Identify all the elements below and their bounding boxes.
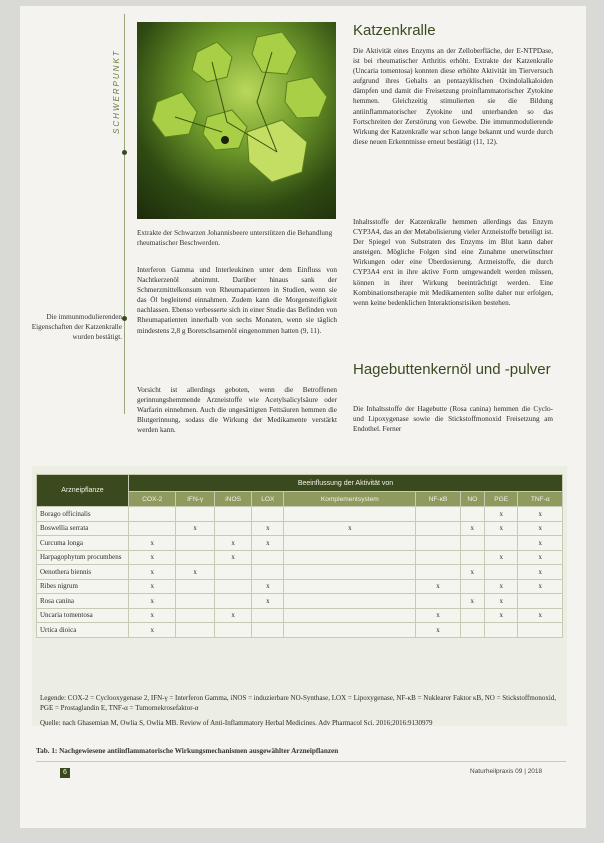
- activity-cell: [176, 623, 214, 638]
- activity-cell: [214, 623, 252, 638]
- blackcurrant-leaves-photo: [137, 22, 336, 219]
- activity-cell: x: [176, 521, 214, 536]
- activity-cell: x: [129, 594, 176, 609]
- plant-name: Curcuma longa: [37, 536, 129, 551]
- activity-cell: [252, 623, 284, 638]
- activity-cell: [214, 565, 252, 580]
- activity-cell: [176, 536, 214, 551]
- activity-cell: x: [129, 550, 176, 565]
- column-header: TNF-α: [518, 492, 563, 507]
- activity-cell: [460, 550, 484, 565]
- body-text: [137, 385, 337, 435]
- activity-cell: x: [129, 608, 176, 623]
- paragraph: Vorsicht ist allerdings geboten, wenn die Betroffenen gerinnungshemmende Arzneistoffe wie Acetylsalicylsäure oder Warfarin einnehmen. Auch die ungesättigten Fettsäuren hemmen die Blutgerinnung, sodass die Wirkung der Medikamente verstärkt werden kann.: [137, 386, 337, 435]
- column-header: NF-κB: [416, 492, 460, 507]
- table-row: [37, 579, 563, 594]
- activity-cell: [416, 550, 460, 565]
- plant-name: Boswellia serrata: [37, 521, 129, 536]
- activity-cell: [284, 550, 416, 565]
- activity-cell: [129, 521, 176, 536]
- activity-cell: [176, 594, 214, 609]
- activity-cell: x: [484, 608, 518, 623]
- activity-cell: [214, 579, 252, 594]
- activity-cell: [460, 507, 484, 522]
- column-header: LOX: [252, 492, 284, 507]
- activity-cell: x: [416, 608, 460, 623]
- activity-cell: x: [176, 565, 214, 580]
- table-row: [37, 594, 563, 609]
- activity-cell: [518, 594, 563, 609]
- plant-name: Uncaria tomentosa: [37, 608, 129, 623]
- paragraph: Die Aktivität eines Enzyms an der Zelloberfläche, der E-NTPDase, ist bei rheumatischer Arthritis erhöht. Extrakte der Katzenkralle (Uncaria tomentosa) konnten diese erhöhte Aktivität im Tierversuch aufgrund ihres Gehalts an pentazyklischen Oxindolalkaloiden dämpfen und damit die Freisetzung proinflammatorischer Zytokine hemmen. Gleichzeitig stimulierten sie die Bildung antiinflammatorischer Zytokine und unterbanden so das Fortschreiten der Zerstörung von Gewebe. Die immunmodulierende Wirkung der Katzenkralle war schon lange bekannt und wurde durch diese neuen Erkenntnisse erneut bestätigt (11, 12).: [353, 47, 553, 146]
- activity-cell: [460, 536, 484, 551]
- paragraph: Inhaltsstoffe der Katzenkralle hemmen allerdings das Enzym CYP3A4, das an der Metabolisierung vieler Arzneistoffe beteiligt ist. Der Spiegel von Substraten des Enzyms im Blut kann daher ansteigen. Mögliche Folgen sind eine Zunahme unerwünschter Wirkungen oder eine Überdosierung. Arzneistoffe, die durch CYP3A4 erst in ihre aktive Form umgewandelt werden müssen, können in ihrer Wirkung beeinträchtigt werden. Eine Kombinationstherapie mit Medikamenten sollte daher nur erfolgen, wenn keine bedenklichen Interaktionsrisiken bestehen.: [353, 218, 553, 307]
- activity-cell: [484, 565, 518, 580]
- table-legend: Legende: COX-2 = Cyclooxygenase 2, IFN-γ = Interferon Gamma, iNOS = induzierbare NO-Synthase, LOX = Lipoxygenase, NF-κB = Nuklearer Faktor κB, NO = Stickstoffmonoxid, PGE = Prostaglandin E, TNF-α = Tumornekrosefaktor-α: [40, 694, 557, 712]
- activity-cell: x: [129, 579, 176, 594]
- activity-table-box: [32, 466, 567, 726]
- page-marker: 6: [60, 768, 70, 778]
- activity-cell: [252, 550, 284, 565]
- table-row: [37, 608, 563, 623]
- activity-cell: x: [518, 536, 563, 551]
- activity-cell: [284, 536, 416, 551]
- plant-column-header: Arzneipflanze: [37, 475, 129, 507]
- photo-caption: Extrakte der Schwarzen Johannisbeere unterstützen die Behandlung rheumatischer Beschwerden.: [137, 229, 333, 247]
- activity-cell: x: [460, 521, 484, 536]
- activity-cell: x: [129, 623, 176, 638]
- plant-name: Urtica dioica: [37, 623, 129, 638]
- activity-cell: [252, 608, 284, 623]
- activity-cell: x: [484, 594, 518, 609]
- journal-footer: Naturheilpraxis 09 | 2018: [470, 768, 543, 775]
- activity-cell: x: [214, 608, 252, 623]
- activity-cell: [416, 507, 460, 522]
- activity-cell: [416, 536, 460, 551]
- activity-cell: x: [252, 521, 284, 536]
- activity-cell: [518, 623, 563, 638]
- activity-cell: [284, 623, 416, 638]
- activity-cell: x: [518, 608, 563, 623]
- heading-hagebutten: Hagebuttenkernöl und -pulver: [353, 361, 551, 378]
- activity-cell: x: [284, 521, 416, 536]
- table-source: Quelle: nach Ghasemian M, Owlia S, Owlia MB. Review of Anti-Inflammatory Herbal Medicines. Adv Pharmacol Sci. 2016;2016:9130979: [40, 719, 433, 727]
- activity-cell: [284, 565, 416, 580]
- table-caption: Tab. 1: Nachgewiesene antiinflammatorische Wirkungsmechanismen ausgewählter Arzneipflanzen: [36, 747, 339, 755]
- activity-cell: x: [416, 579, 460, 594]
- activity-cell: [214, 594, 252, 609]
- activity-cell: x: [518, 550, 563, 565]
- activity-cell: [460, 608, 484, 623]
- activity-cell: [252, 507, 284, 522]
- activity-table: [36, 474, 563, 638]
- group-header: Beeinflussung der Aktivität von: [129, 475, 563, 492]
- activity-cell: x: [460, 594, 484, 609]
- table-row: [37, 521, 563, 536]
- plant-name: Ribes nigrum: [37, 579, 129, 594]
- column-header: COX-2: [129, 492, 176, 507]
- body-text: [353, 217, 553, 308]
- rule-dot: [122, 316, 127, 321]
- plant-name: Borago officinalis: [37, 507, 129, 522]
- activity-cell: [176, 550, 214, 565]
- activity-cell: [176, 608, 214, 623]
- paragraph: Interferon Gamma und Interleukinen unter dem Einfluss von Nachtkerzenöl abnimmt. Darüber hinaus sank der Schmerzmittelkonsum von Rheumapatienten in Studien, wenn sie das Öl begleitend einnahmen. Zudem kann die Morgensteifigkeit nachlassen. Ebenso verbesserte sich in einer Studie das Befinden von Rheumapatienten innerhalb von sechs Monaten, wenn sie täglich mindestens 2,8 g Boretschsamenöl eingenommen hatten (9, 11).: [137, 266, 337, 335]
- column-header: Komplementsystem: [284, 492, 416, 507]
- activity-cell: [460, 623, 484, 638]
- activity-cell: [416, 565, 460, 580]
- activity-cell: [284, 608, 416, 623]
- table-row: [37, 623, 563, 638]
- table-row: [37, 565, 563, 580]
- column-header: PGE: [484, 492, 518, 507]
- activity-cell: x: [129, 565, 176, 580]
- activity-cell: [129, 507, 176, 522]
- activity-cell: x: [214, 550, 252, 565]
- body-text: [137, 265, 337, 336]
- activity-cell: [416, 521, 460, 536]
- activity-cell: x: [129, 536, 176, 551]
- activity-cell: [284, 507, 416, 522]
- activity-cell: [176, 579, 214, 594]
- activity-cell: [416, 594, 460, 609]
- sidenote: Die immunmodulierenden Eigenschaften der Katzenkralle wurden bestätigt.: [31, 313, 122, 341]
- section-label: SCHWERPUNKT: [112, 49, 121, 134]
- body-text: [353, 46, 553, 147]
- paragraph: Die Inhaltsstoffe der Hagebutte (Rosa canina) hemmen die Cyclo- und Lipoxygenase sowie die Stickstoffmonoxid Freisetzung am Endothel. Ferner: [353, 405, 553, 434]
- table-row: [37, 507, 563, 522]
- activity-cell: x: [518, 521, 563, 536]
- activity-cell: x: [484, 579, 518, 594]
- table-row: [37, 536, 563, 551]
- activity-cell: [176, 507, 214, 522]
- leaves-illustration: [137, 22, 336, 219]
- activity-cell: [284, 594, 416, 609]
- activity-cell: [284, 579, 416, 594]
- body-text: [353, 404, 553, 434]
- activity-cell: [484, 623, 518, 638]
- activity-cell: [252, 565, 284, 580]
- column-header: NO: [460, 492, 484, 507]
- activity-cell: x: [460, 565, 484, 580]
- activity-cell: [214, 507, 252, 522]
- activity-cell: x: [252, 579, 284, 594]
- activity-cell: x: [518, 507, 563, 522]
- activity-cell: x: [518, 579, 563, 594]
- rule-dot: [122, 150, 127, 155]
- activity-cell: x: [214, 536, 252, 551]
- plant-name: Rosa canina: [37, 594, 129, 609]
- activity-cell: x: [518, 565, 563, 580]
- column-header: IFN-γ: [176, 492, 214, 507]
- activity-cell: x: [484, 507, 518, 522]
- activity-cell: x: [252, 594, 284, 609]
- activity-cell: [484, 536, 518, 551]
- activity-cell: x: [416, 623, 460, 638]
- activity-cell: [460, 579, 484, 594]
- activity-cell: x: [484, 521, 518, 536]
- column-header: iNOS: [214, 492, 252, 507]
- activity-cell: [214, 521, 252, 536]
- table-row: [37, 550, 563, 565]
- plant-name: Harpagophytum procumbens: [37, 550, 129, 565]
- footer-rule: [36, 761, 566, 762]
- activity-cell: x: [484, 550, 518, 565]
- plant-name: Oenothera biennis: [37, 565, 129, 580]
- heading-katzenkralle: Katzenkralle: [353, 22, 436, 39]
- activity-cell: x: [252, 536, 284, 551]
